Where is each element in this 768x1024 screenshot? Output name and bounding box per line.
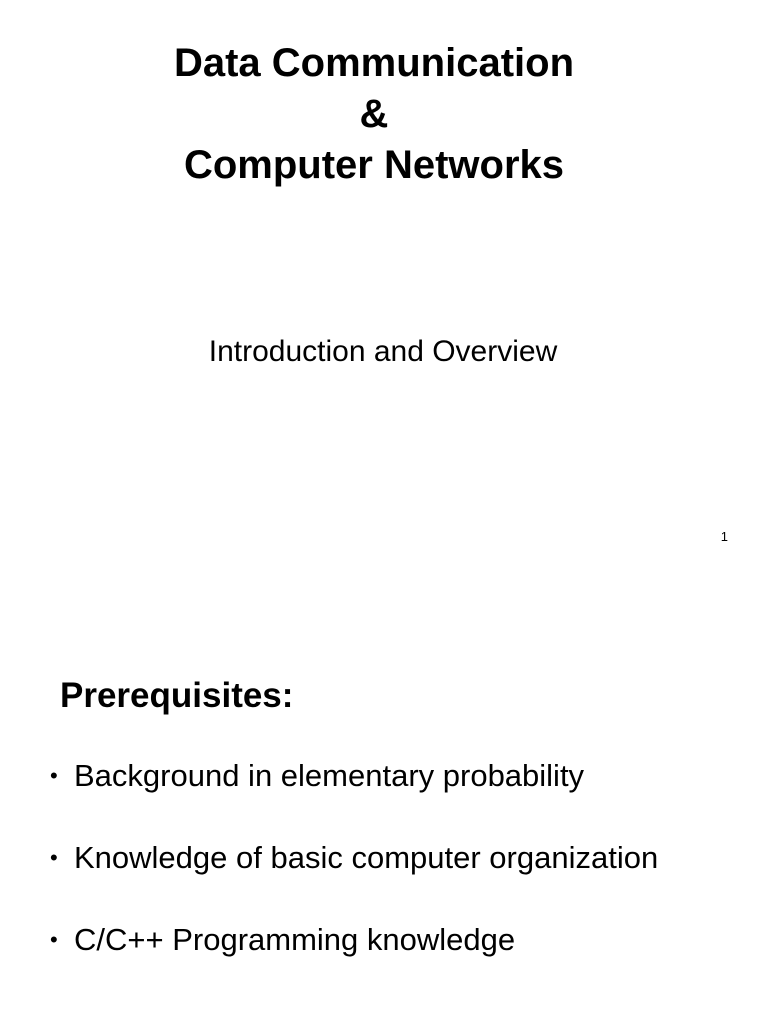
list-item-text: Knowledge of basic computer organization — [74, 840, 659, 875]
title-line-3: Computer Networks — [183, 143, 565, 187]
slide-subtitle: Introduction and Overview — [208, 335, 558, 368]
bullet-icon: • — [50, 845, 58, 870]
list-item — [50, 920, 658, 1002]
bullet-icon: • — [50, 763, 58, 788]
title-line-1: Data Communication — [173, 41, 575, 85]
list-item-text: Background in elementary probability — [74, 758, 585, 793]
title-line-2: & — [359, 92, 389, 136]
list-item-text: C/C++ Programming knowledge — [74, 922, 516, 957]
prerequisites-heading: Prerequisites: — [60, 676, 294, 715]
slide-title-heading — [0, 38, 748, 191]
list-item — [50, 756, 658, 838]
list-item — [50, 838, 658, 920]
bullet-icon: • — [50, 927, 58, 952]
prerequisites-list — [50, 756, 658, 1002]
page-number: 1 — [720, 529, 728, 544]
slide-prerequisites — [0, 580, 768, 1024]
